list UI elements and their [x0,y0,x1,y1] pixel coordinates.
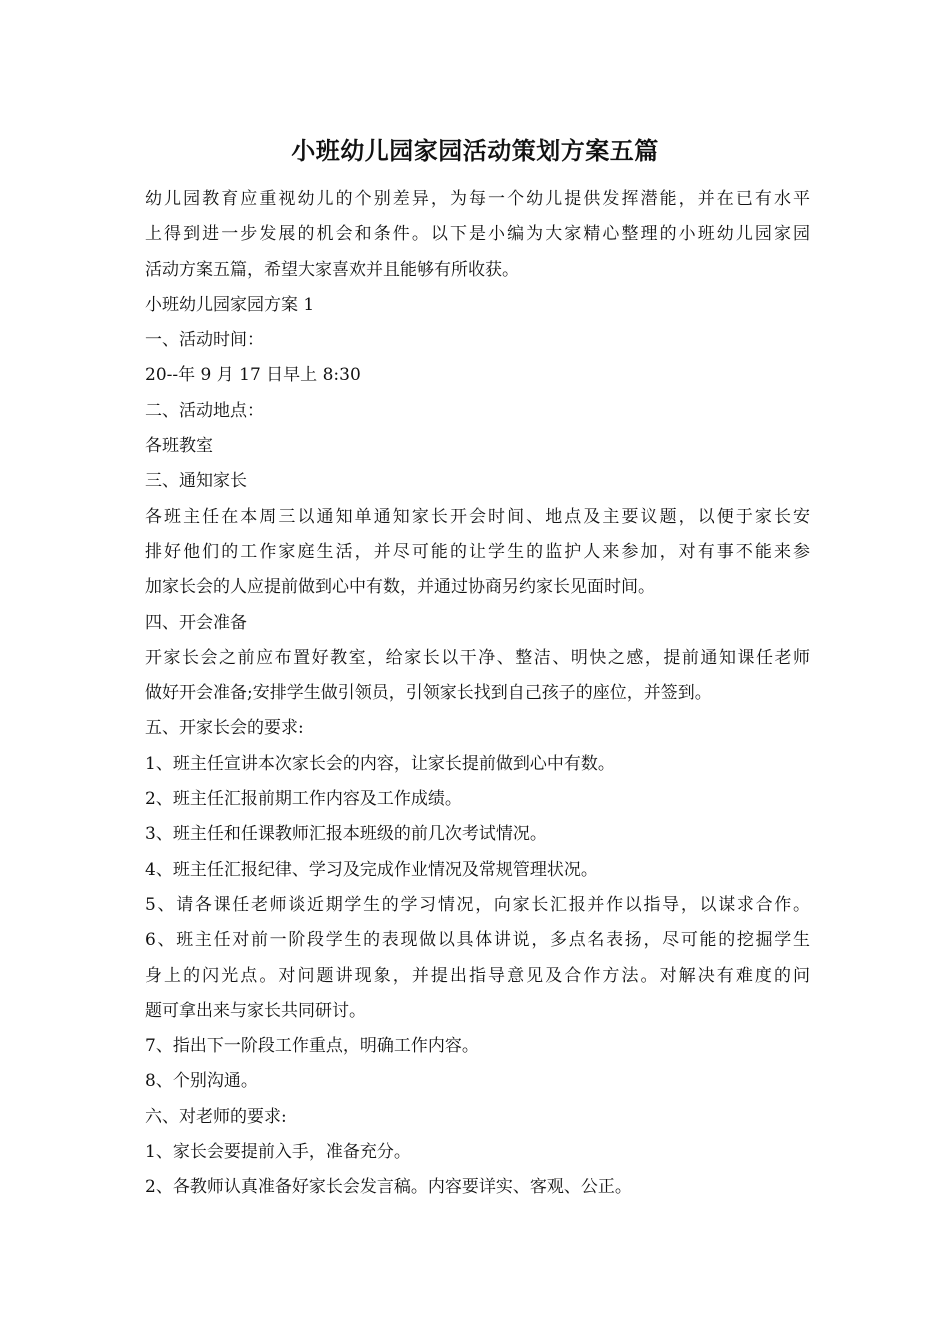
document-title: 小班幼儿园家园活动策划方案五篇 [291,136,659,165]
text-line: 加家长会的人应提前做到心中有数，并通过协商另约家长见面时间。 [145,577,655,598]
text-line: 题可拿出来与家长共同研讨。 [145,1000,366,1021]
text-line: 3、班主任和任课教师汇报本班级的前几次考试情况。 [145,824,547,845]
text-line: 5、请各课任老师谈近期学生的学习情况，向家长汇报并作以指导，以谋求合作。 [145,894,810,915]
text-line: 各班教室 [145,436,213,457]
text-line: 7、指出下一阶段工作重点，明确工作内容。 [145,1036,479,1057]
text-line: 1、班主任宣讲本次家长会的内容，让家长提前做到心中有数。 [145,753,615,774]
text-line: 身上的闪光点。对问题讲现象，并提出指导意见及合作方法。对解决有难度的问 [145,965,810,986]
text-line: 幼儿园教育应重视幼儿的个别差异，为每一个幼儿提供发挥潜能，并在已有水平 [145,189,810,209]
text-line: 排好他们的工作家庭生活，并尽可能的让学生的监护人来参加，对有事不能来参 [145,541,810,562]
text-line: 开家长会之前应布置好教室，给家长以干净、整洁、明快之感，提前通知课任老师 [145,647,810,668]
text-line: 20--年 9 月 17 日早上 8:30 [145,365,361,386]
text-line: 6、班主任对前一阶段学生的表现做以具体讲说，多点名表扬，尽可能的挖掘学生 [145,930,810,951]
text-line: 三、通知家长 [145,471,247,492]
text-line: 上得到进一步发展的机会和条件。以下是小编为大家精心整理的小班幼儿园家园 [145,224,810,245]
text-line: 1、家长会要提前入手，准备充分。 [145,1142,411,1163]
text-line: 活动方案五篇，希望大家喜欢并且能够有所收获。 [145,259,519,280]
text-line: 2、班主任汇报前期工作内容及工作成绩。 [145,789,462,810]
text-line: 小班幼儿园家园方案 1 [145,294,315,315]
text-line: 2、各教师认真准备好家长会发言稿。内容要详实、客观、公正。 [145,1177,632,1198]
text-line: 五、开家长会的要求: [145,718,304,739]
document-body [145,182,810,1206]
text-line: 一、活动时间： [145,330,264,351]
text-line: 二、活动地点： [145,400,264,421]
text-line: 六、对老师的要求: [145,1106,287,1127]
text-line: 8、个别沟通。 [145,1071,258,1092]
text-line: 4、班主任汇报纪律、学习及完成作业情况及常规管理状况。 [145,859,598,880]
text-line: 四、开会准备 [145,612,247,633]
text-line: 做好开会准备;安排学生做引领员，引领家长找到自己孩子的座位，并签到。 [145,683,712,704]
text-line: 各班主任在本周三以通知单通知家长开会时间、地点及主要议题，以便于家长安 [145,506,810,527]
